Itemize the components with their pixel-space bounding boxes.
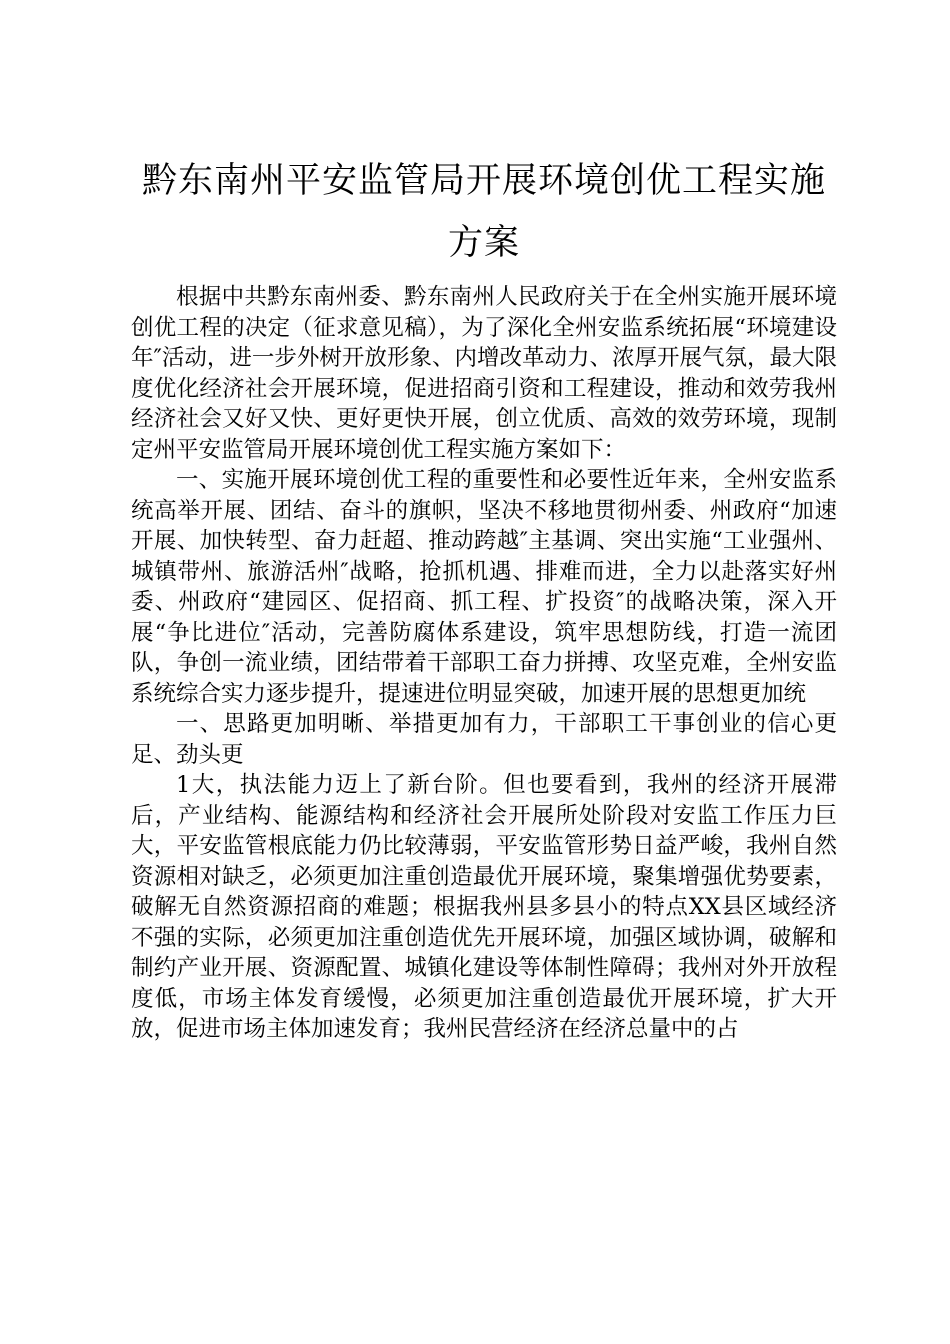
paragraph: 一、实施开展环境创优工程的重要性和必要性近年来，全州安监系统高举开展、团结、奋斗的旗帜，坚决不移地贯彻州委、州政府“加速开展、加快转型、奋力赶超、推动跨越″主基调、突出实施“工业强州、城镇带州、旅游活州″战略，抢抓机遇、排难而进，全力以赴落实好州委、州政府“建园区、促招商、抓工程、扩投资″的战略决策，深入开展“争比进位″活动，完善防腐体系建设，筑牢思想防线，打造一流团队，争创一流业绩，团结带着干部职工奋力拼搏、攻坚克难，全州安监系统综合实力逐步提升，提速进位明显突破，加速开展的思想更加统 — [131, 467, 837, 707]
paragraph: 一、思路更加明晰、举措更加有力，干部职工干事创业的信心更足、劲头更 — [131, 711, 837, 768]
document-title: 黔东南州平安监管局开展环境创优工程实施方案 — [141, 161, 826, 263]
paragraph: 1大，执法能力迈上了新台阶。但也要看到，我州的经济开展滞后，产业结构、能源结构和经济社会开展所处阶段对安监工作压力巨大，平安监管根底能力仍比较薄弱，平安监管形势日益严峻，我州自然资源相对缺乏，必须更加注重创造最优开展环境，聚集增强优势要素，破解无自然资源招商的难题；根据我州县多县小的特点XX县区域经济不强的实际，必须更加注重创造优先开展环境，加强区域协调，破解和制约产业开展、资源配置、城镇化建设等体制性障碍；我州对外开放程度低，市场主体发育缓慢，必须更加注重创造最优开展环境，扩大开放，促进市场主体加速发育；我州民营经济在经济总量中的占 — [131, 772, 837, 1042]
paragraph: 根据中共黔东南州委、黔东南州人民政府关于在全州实施开展环境创优工程的决定（征求意见稿），为了深化全州安监系统拓展“环境建设年″活动，进一步外树开放形象、内增改革动力、浓厚开展气氛，最大限度优化经济社会开展环境，促进招商引资和工程建设，推动和效劳我州经济社会又好又快、更好更快开展，创立优质、高效的效劳环境，现制定州平安监管局开展环境创优工程实施方案如下： — [131, 284, 837, 463]
document-page — [131, 150, 837, 1045]
document-body — [131, 282, 837, 1045]
